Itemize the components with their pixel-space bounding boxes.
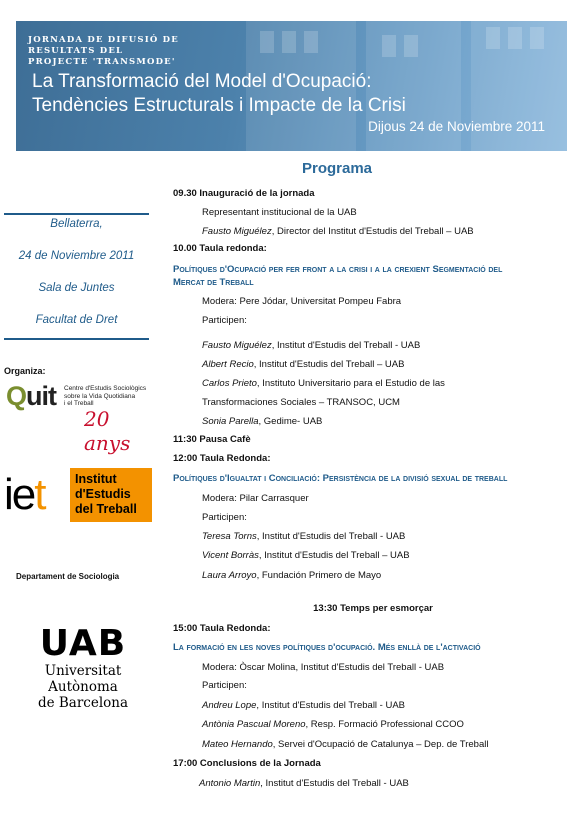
program-line: 13:30 Temps per esmorçar	[313, 603, 433, 614]
eyebrow-line-2: PROJECTE 'TRANSMODE'	[28, 57, 176, 67]
program-line	[202, 340, 420, 352]
session-title: Polítiques d'Ocupació per fer front a la crisi i a la crexient Segmentació del	[173, 264, 503, 275]
program-line: Modera: Pilar Carrasquer	[202, 493, 309, 504]
program-line: Modera: Pere Jódar, Universitat Pompeu Fabra	[202, 296, 402, 307]
program-line	[202, 226, 474, 238]
uab-name-line-1: Universitat Autònoma	[44, 663, 122, 695]
program-line: Representant institucional de la UAB	[202, 207, 357, 218]
banner-title-line-1: La Transformació del Model d'Ocupació:	[32, 71, 372, 92]
organizers-label: Organiza:	[4, 366, 46, 376]
program-line: 17:00 Conclusions de la Jornada	[173, 758, 321, 769]
speaker-name: Carlos Prieto	[202, 378, 257, 389]
iet-name-box	[70, 468, 152, 522]
speaker-affiliation: , Fundación Primero de Mayo	[256, 570, 382, 581]
header-banner	[16, 21, 567, 151]
iet-t-letter: t	[34, 470, 45, 519]
banner-window-shape	[304, 31, 318, 53]
speaker-affiliation: , Institut d'Estudis del Treball - UAB	[271, 340, 421, 351]
iet-logo	[4, 468, 154, 524]
eyebrow-line-1: JORNADA DE DIFUSIÓ DE RESULTATS DEL	[28, 35, 179, 56]
banner-window-shape	[530, 27, 544, 49]
speaker-name: Antonio Martin	[199, 778, 261, 789]
program-line	[202, 359, 404, 371]
speaker-name: Albert Recio	[202, 359, 254, 370]
speaker-affiliation: , Institut d'Estudis del Treball – UAB	[258, 550, 410, 561]
venue-date: 24 de Noviembre 2011	[18, 250, 135, 262]
quit-subtitle	[64, 385, 154, 408]
banner-window-shape	[382, 35, 396, 57]
uab-name-line-2: de Barcelona	[37, 695, 129, 711]
program-line	[202, 700, 405, 712]
session-title: Polítiques d'Igualtat i Conciliació: Persistència de la divisió sexual de treball	[173, 473, 508, 484]
speaker-affiliation: , Instituto Universitario para el Estudio de las	[256, 378, 445, 389]
speaker-name: Vicent Borràs	[202, 550, 259, 561]
speaker-affiliation: , Institut d'Estudis del Treball – UAB	[253, 359, 405, 370]
program-line	[199, 778, 409, 790]
program-title: Programa	[302, 160, 373, 177]
speaker-name: Andreu Lope	[202, 700, 257, 711]
program-line	[202, 739, 488, 751]
speaker-name: Antònia Pascual Moreno	[202, 719, 306, 730]
quit-rest-letters: uit	[26, 381, 57, 411]
program-line: Transformaciones Sociales – TRANSOC, UCM	[202, 397, 400, 408]
program-line: 15:00 Taula Redonda:	[173, 623, 271, 634]
banner-window-shape	[260, 31, 274, 53]
banner-window-shape	[508, 27, 522, 49]
program-line	[202, 531, 405, 543]
program-line: Participen:	[202, 315, 247, 326]
quit-subtitle-1: Centre d'Estudis Sociològics	[64, 385, 147, 392]
program-line	[202, 719, 464, 731]
speaker-affiliation: , Institut d'Estudis del Treball - UAB	[256, 531, 406, 542]
quit-q-letter: Q	[6, 381, 27, 411]
quit-logo	[6, 381, 156, 455]
banner-window-shape	[282, 31, 296, 53]
speaker-name: Laura Arroyo	[202, 570, 257, 581]
venue-place: Bellaterra,	[50, 218, 103, 230]
program-line	[202, 570, 381, 582]
speaker-affiliation: , Institut d'Estudis del Treball - UAB	[260, 778, 409, 789]
program-line: 09.30 Inauguració de la jornada	[173, 188, 315, 199]
department-label: Departament de Sociologia	[16, 572, 120, 581]
speaker-affiliation: , Director del Institut d'Estudis del Treball – UAB	[271, 226, 474, 237]
quit-wordmark	[6, 381, 56, 412]
banner-window-shape	[486, 27, 500, 49]
uab-logo	[8, 625, 158, 711]
program-line: 10.00 Taula redonda:	[173, 243, 267, 254]
program-line: 11:30 Pausa Cafè	[173, 434, 251, 445]
banner-date: Dijous 24 de Noviembre 2011	[368, 119, 545, 134]
speaker-affiliation: , Resp. Formació Professional CCOO	[305, 719, 464, 730]
speaker-affiliation: , Institut d'Estudis del Treball - UAB	[256, 700, 406, 711]
speaker-name: Sonia Parella	[202, 416, 259, 427]
speaker-name: Teresa Torns	[202, 531, 257, 542]
quit-anniversary: 20 anys	[84, 407, 131, 455]
venue-top-rule	[4, 213, 149, 215]
banner-window-shape	[404, 35, 418, 57]
session-title: Mercat de Treball	[173, 277, 254, 288]
iet-name-line-1: Institut	[75, 472, 117, 486]
program-line	[202, 416, 322, 428]
speaker-affiliation: , Servei d'Ocupació de Catalunya – Dep. de Treball	[272, 739, 489, 750]
program-line	[202, 378, 445, 390]
speaker-name: Mateo Hernando	[202, 739, 273, 750]
program-line: Modera: Òscar Molina, Institut d'Estudis del Treball - UAB	[202, 662, 445, 673]
program-line: Participen:	[202, 512, 247, 523]
banner-title-line-2: Tendències Estructurals i Impacte de la Crisi	[32, 95, 406, 116]
venue-faculty: Facultat de Dret	[35, 314, 118, 326]
program-line: Participen:	[202, 680, 247, 691]
program-line	[202, 550, 410, 562]
program-line: 12:00 Taula Redonda:	[173, 453, 271, 464]
iet-name-line-2: d'Estudis	[75, 487, 131, 501]
iet-e-letter: e	[11, 470, 35, 519]
uab-mark: UAB	[39, 623, 127, 664]
venue-bottom-rule	[4, 338, 149, 340]
venue-room: Sala de Juntes	[38, 282, 115, 294]
quit-subtitle-3: i el Treball	[64, 400, 94, 407]
iet-letters	[4, 470, 45, 520]
banner-eyebrow	[28, 35, 248, 68]
iet-name-line-3: del Treball	[75, 502, 137, 516]
iet-i-letter: i	[4, 470, 12, 519]
speaker-name: Fausto Miguélez	[202, 226, 272, 237]
speaker-affiliation: , Gedime- UAB	[258, 416, 323, 427]
session-title: La formació en les noves polítiques d'ocupació. Més enllà de l'activació	[173, 642, 481, 653]
quit-subtitle-2: sobre la Vida Quotidiana	[64, 392, 136, 400]
speaker-name: Fausto Miguélez	[202, 340, 272, 351]
